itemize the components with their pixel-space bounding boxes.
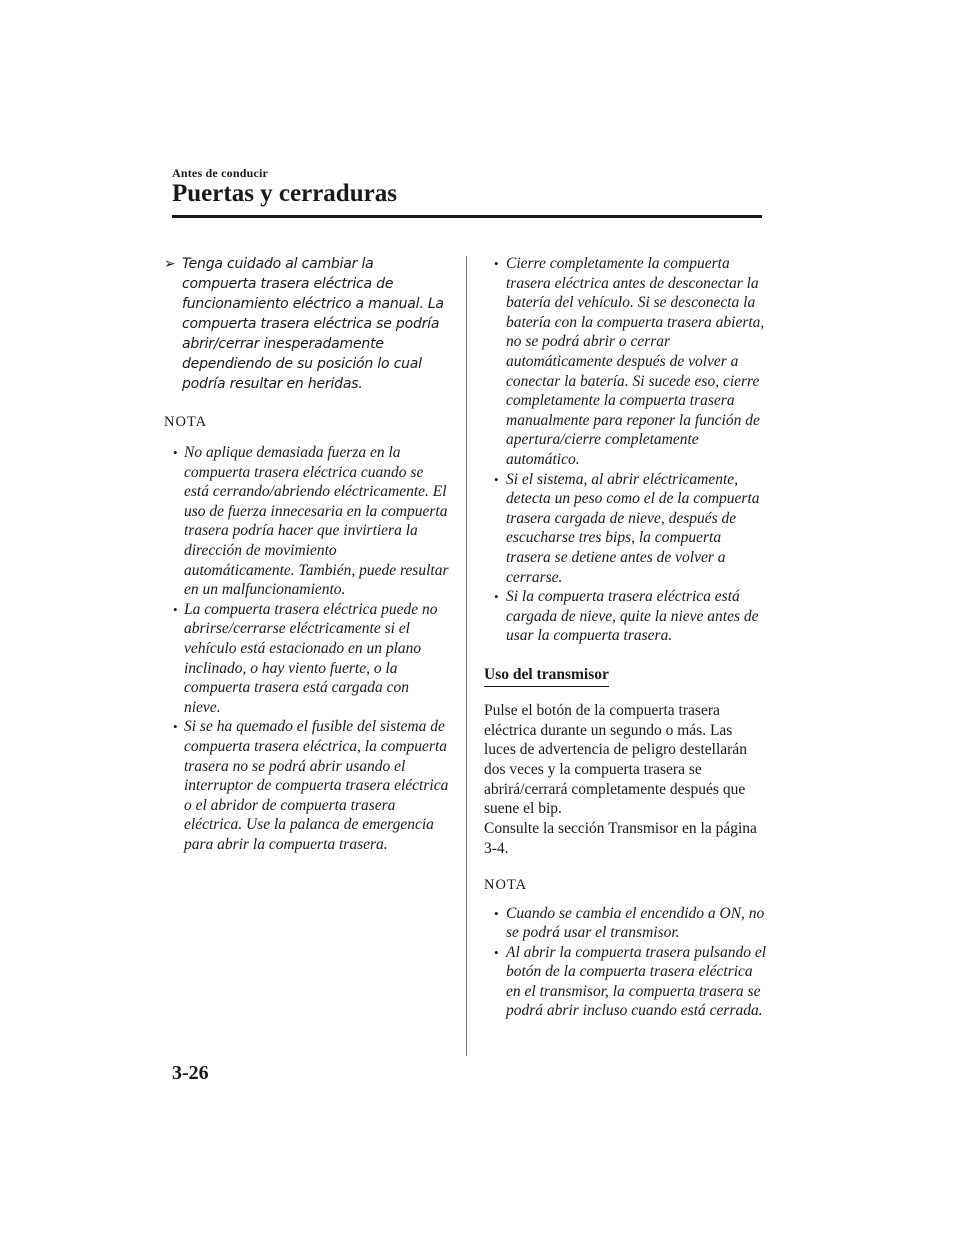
bullet-icon: •: [173, 719, 178, 735]
nota-label: NOTA: [164, 414, 208, 430]
notes-list-continued: [484, 254, 769, 646]
bullet-icon: •: [494, 944, 499, 960]
notes-list: [484, 904, 769, 1022]
notes-list: [164, 443, 449, 854]
list-item: [164, 717, 449, 854]
bullet-icon: •: [494, 905, 499, 921]
list-item: [484, 904, 769, 943]
title-rule: [172, 215, 762, 218]
note-text: Si se ha quemado el fusible del sistema de compuerta trasera eléctrica, la compuerta trasera no se podrá abrir usando el interruptor de compuerta trasera eléctrica o el abridor de compuerta trasera eléctrica. Use la palanca de emergencia para abrir la compuerta trasera.: [184, 718, 449, 853]
body-paragraph: Pulse el botón de la compuerta trasera eléctrica durante un segundo o más. Las luces de advertencia de peligro destellarán dos veces y la compuerta trasera se abrirá/cerrará completamente después que suene el bip.: [484, 701, 747, 818]
note-text: Al abrir la compuerta trasera pulsando el botón de la compuerta trasera eléctrica en el transmisor, la compuerta trasera se podrá abrir incluso cuando está cerrada.: [506, 943, 767, 1020]
body-paragraph: Consulte la sección Transmisor en la página 3-4.: [484, 820, 757, 857]
list-item: [484, 587, 769, 646]
left-column: [164, 254, 449, 854]
list-item: [164, 600, 449, 718]
note-text: Si la compuerta trasera eléctrica está cargada de nieve, quite la nieve antes de usar la compuerta trasera.: [506, 588, 759, 645]
bullet-icon: •: [494, 589, 499, 605]
bullet-icon: •: [494, 256, 499, 271]
right-column: [484, 254, 769, 1021]
list-item: [484, 943, 769, 1021]
nota-label: NOTA: [484, 876, 528, 893]
column-divider: [466, 256, 467, 1056]
warning-item: [164, 254, 449, 394]
warning-text: Tenga cuidado al cambiar la compuerta trasera eléctrica de funcionamiento eléctrico a manual. La compuerta trasera eléctrica se podría abrir/cerrar inesperadamente dependiendo de su posición lo cual podría resultar en heridas.: [182, 256, 444, 392]
list-item: [484, 470, 769, 588]
page-number: 3-26: [172, 1062, 209, 1084]
triangle-bullet-icon: ➢: [164, 256, 176, 272]
note-text: La compuerta trasera eléctrica puede no abrirse/cerrarse eléctricamente si el vehículo está estacionado en un plano inclinado, o hay viento fuerte, o la compuerta trasera está cargada con nieve.: [184, 600, 438, 716]
note-text: Cuando se cambia el encendido a ON, no se podrá usar el transmisor.: [506, 904, 765, 942]
note-text: Cierre completamente la compuerta trasera eléctrica antes de desconectar la batería del vehículo. Si se desconecta la batería con la compuerta trasera abierta, no se podrá abrir o cerrar automáticamente después de volver a conectar la batería. Si sucede eso, cierre completamente la compuerta trasera manualmente para reponer la función de apertura/cierre completamente automático.: [506, 255, 765, 468]
note-text: Si el sistema, al abrir eléctricamente, detecta un peso como el de la compuerta trasera cargada de nieve, después de escucharse tres bips, la compuerta trasera se detiene antes de volver a cerrarse.: [506, 470, 760, 586]
page-title: Puertas y cerraduras: [172, 180, 397, 207]
list-item: [484, 254, 769, 470]
subheading: Uso del transmisor: [484, 666, 609, 687]
bullet-icon: •: [173, 445, 178, 460]
bullet-icon: •: [494, 471, 499, 487]
bullet-icon: •: [173, 601, 178, 617]
list-item: [164, 443, 449, 600]
section-label: Antes de conducir: [172, 166, 269, 180]
note-text: No aplique demasiada fuerza en la compuerta trasera eléctrica cuando se está cerrando/abriendo eléctricamente. El uso de fuerza innecesaria en la compuerta trasera podría hacer que invirtiera la dirección de movimiento automáticamente. También, puede resultar en un malfuncionamiento.: [184, 444, 449, 599]
